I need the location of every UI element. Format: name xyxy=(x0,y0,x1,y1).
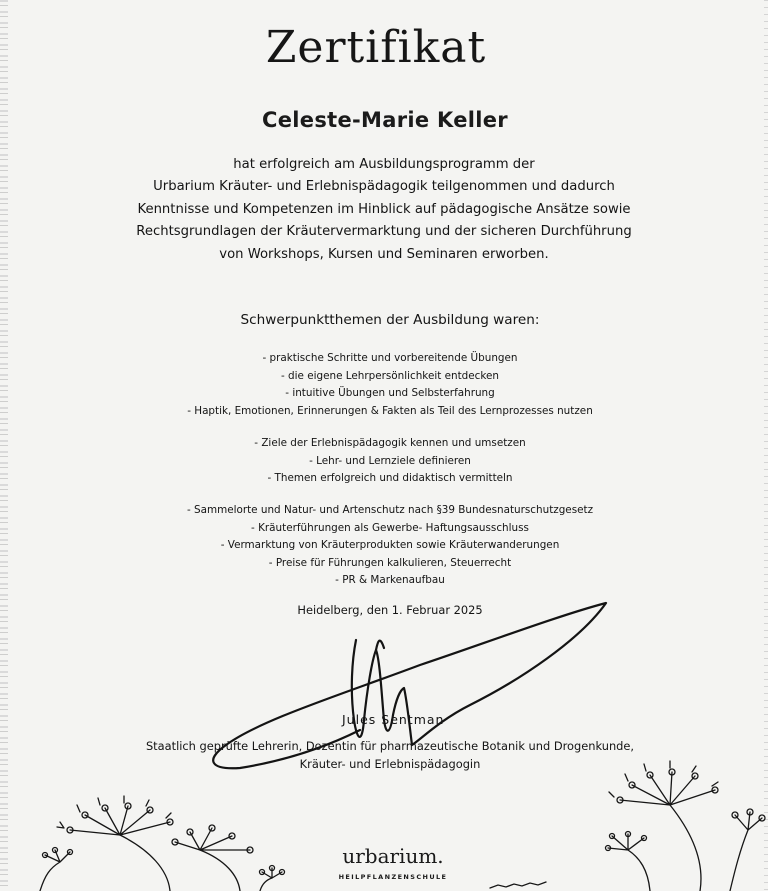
intro-line: hat erfolgreich am Ausbildungsprogramm der xyxy=(233,157,535,172)
intro-line: Rechtsgrundlagen der Kräutervermarktung und der sicheren Durchführung xyxy=(136,224,632,240)
signer-title-line: Staatlich geprüfte Lehrerin, Dozentin für pharmazeutische Botanik und Drogenkunde, xyxy=(145,739,635,753)
focus-item: - Vermarktung von Kräuterprodukten sowie Kräuterwanderungen xyxy=(220,539,560,551)
certificate-title: Zertifikat xyxy=(265,22,487,73)
focus-heading: Schwerpunktthemen der Ausbildung waren: xyxy=(240,312,540,328)
focus-item: - Ziele der Erlebnispädagogik kennen und umsetzen xyxy=(254,437,526,449)
focus-item: - PR & Markenaufbau xyxy=(335,574,445,586)
focus-item: - Kräuterführungen als Gewerbe- Haftungsausschluss xyxy=(251,521,529,534)
focus-item: - Themen erfolgreich und didaktisch vermitteln xyxy=(267,472,513,484)
focus-item: - Lehr- und Lernziele definieren xyxy=(309,454,471,467)
place-date: Heidelberg, den 1. Februar 2025 xyxy=(297,603,483,617)
intro-line: von Workshops, Kursen und Seminaren erworben. xyxy=(219,246,549,262)
logo-subtitle: HEILPFLANZENSCHULE xyxy=(338,873,448,881)
focus-item: - Sammelorte und Natur- und Artenschutz nach §39 Bundesnaturschutzgesetz xyxy=(186,504,594,516)
focus-item: - Haptik, Emotionen, Erinnerungen & Fakten als Teil des Lernprozesses nutzen xyxy=(187,404,593,417)
recipient-name: Celeste-Marie Keller xyxy=(262,108,508,132)
focus-item: - die eigene Lehrpersönlichkeit entdecken xyxy=(280,369,499,382)
focus-item: - Preise für Führungen kalkulieren, Steuerrecht xyxy=(268,556,512,569)
urbarium-logo: urbarium. xyxy=(342,844,444,868)
signer-title-line: Kräuter- und Erlebnispädagogin xyxy=(299,757,481,771)
intro-line: Urbarium Kräuter- und Erlebnispädagogik teilgenommen und dadurch xyxy=(153,179,615,195)
signer-name: Jules Sentman xyxy=(342,712,445,727)
focus-item: - praktische Schritte und vorbereitende Übungen xyxy=(262,352,518,364)
intro-line: Kenntnisse und Kompetenzen im Hinblick auf pädagogische Ansätze sowie xyxy=(137,201,631,217)
focus-item: - intuitive Übungen und Selbsterfahrung xyxy=(285,387,495,399)
